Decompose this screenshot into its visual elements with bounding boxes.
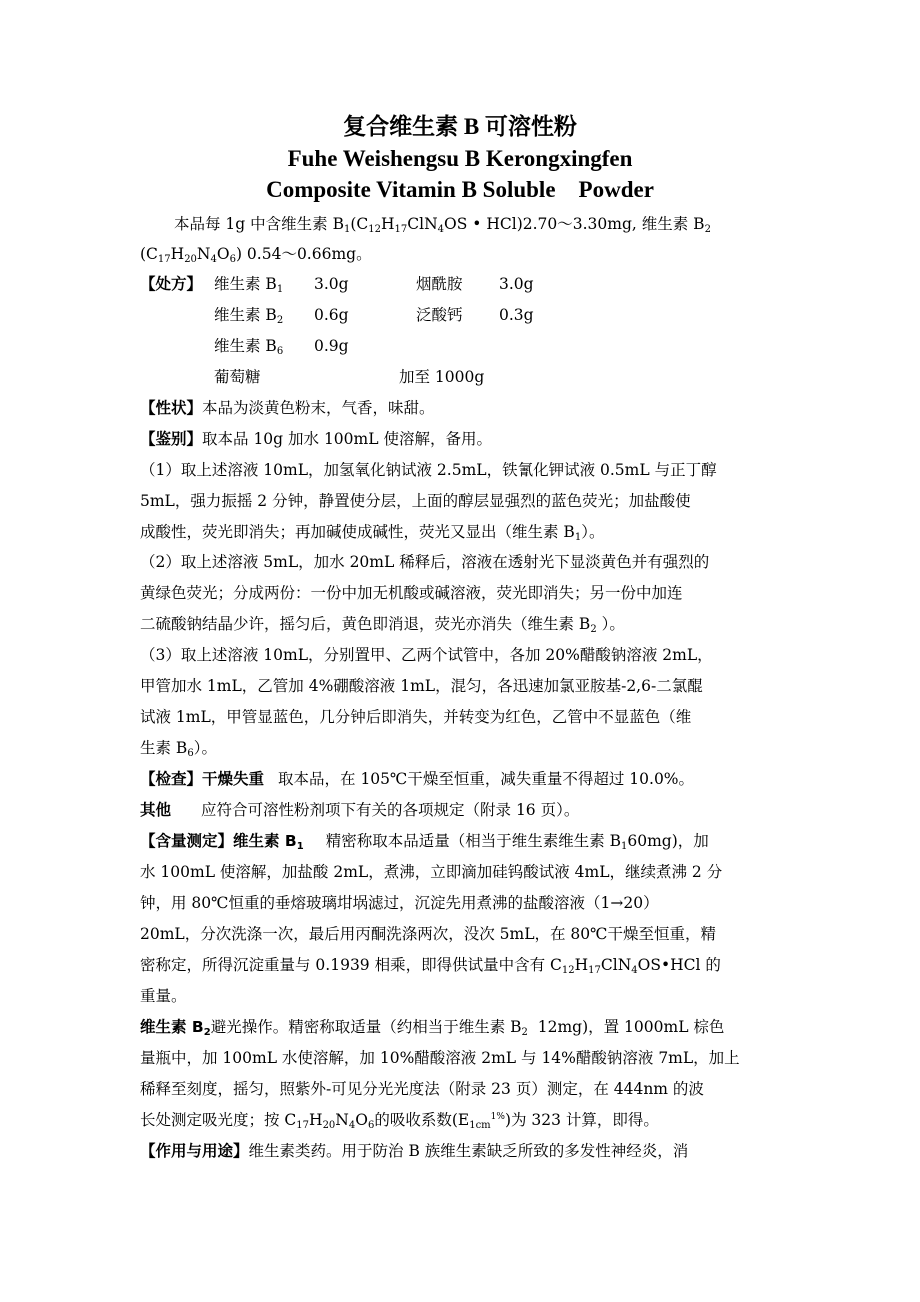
usage-line: 【作用与用途】维生素类药。用于防治 B 族维生素缺乏所致的多发性神经炎，消 <box>140 1142 689 1160</box>
assay-b2-l4: 长处测定吸光度；按 $C_{17}H_{20}N_4O_6$的吸收系数$(E_{1cm}^{1\%})$为 323 计算，即得。 <box>140 1111 659 1131</box>
character-line: 【性状】本品为淡黄色粉末，气香，味甜。 <box>140 399 435 417</box>
title-chinese: 复合维生素 B 可溶性粉 <box>343 114 577 139</box>
formula-b1-amount: 3.0g <box>314 275 349 293</box>
ident-p3-l4: 生素 $B_6$）。 <box>140 739 217 759</box>
ident-p1-l1: （1）取上述溶液 10mL，加氢氧化钠试液 2.5mL，铁氰化钾试液 0.5mL 与正丁醇 <box>140 461 717 479</box>
formula-b1: 维生素 $B_1$ <box>214 275 284 295</box>
assay-b1-l6: 重量。 <box>140 987 187 1005</box>
ident-p2-l3: 二硫酸钠结晶少许，摇匀后，黄色即消退，荧光亦消失（维生素 $B_2$ ）。 <box>140 615 625 635</box>
formula-glucose: 葡萄糖 <box>214 368 261 386</box>
identification-label: 【鉴别】 <box>140 430 203 448</box>
intro-line-1: 本品每 1g 中含维生素 $B_1(C_{12}H_{17}ClN_4OS$ • HCl)2.70～3.30mg, 维生素 $B_2$ <box>174 215 711 235</box>
ident-p1-l3: 成酸性，荧光即消失；再加碱使成碱性，荧光又显出（维生素 $B_1$）。 <box>140 523 605 543</box>
formula-b6-amount: 0.9g <box>314 337 349 355</box>
inspection-other-line: 其他 应符合可溶性粉剂项下有关的各项规定（附录 16 页）。 <box>140 801 580 819</box>
assay-b2-l1: 维生素 $B_2$避光操作。精密称取适量（约相当于维生素 $B_2$ 12mg)，置 1000mL 棕色 <box>140 1018 725 1038</box>
formula-label: 【处方】 <box>140 275 203 293</box>
formula-pantothenate-amount: 0.3g <box>499 306 534 324</box>
character-label: 【性状】 <box>140 399 203 417</box>
intro-line-2: $(C_{17}H_{20}N_4O_6)$ 0.54～0.66mg。 <box>140 245 372 265</box>
usage-label: 【作用与用途】 <box>140 1142 249 1160</box>
inspection-line: 【检查】干燥失重 取本品，在 105℃干燥至恒重，减失重量不得超过 10.0%。 <box>140 770 695 788</box>
assay-label: 【含量测定】维生素 $B_1$ <box>140 832 304 852</box>
ident-p2-l1: （2）取上述溶液 5mL，加水 20mL 稀释后，溶液在透射光下显淡黄色并有强烈的 <box>140 553 710 571</box>
assay-b1-l5: 密称定，所得沉淀重量与 0.1939 相乘，即得供试量中含有 $C_{12}H_{17}ClN_4OS•HCl$ 的 <box>140 956 721 976</box>
formula-niacinamide: 烟酰胺 <box>416 275 463 293</box>
ident-p2-l2: 黄绿色荧光；分成两份：一份中加无机酸或碱溶液，荧光即消失；另一份中加连 <box>140 584 683 602</box>
formula-niacinamide-amount: 3.0g <box>499 275 534 293</box>
formula-pantothenate: 泛酸钙 <box>416 306 463 324</box>
assay-b2-l3: 稀释至刻度，摇匀，照紫外-可见分光光度法（附录 23 页）测定，在 444nm 的波 <box>140 1080 704 1098</box>
formula-b2-amount: 0.6g <box>314 306 349 324</box>
ident-p1-l2: 5mL，强力振摇 2 分钟，静置使分层，上面的醇层显强烈的蓝色荧光；加盐酸使 <box>140 492 691 510</box>
assay-b1-l3: 钟，用 80℃恒重的垂熔玻璃坩埚滤过，沉淀先用煮沸的盐酸溶液（1→20） <box>140 894 659 912</box>
assay-b1-l2: 水 100mL 使溶解，加盐酸 2mL，煮沸，立即滴加硅钨酸试液 4mL，继续煮沸 2 分 <box>140 863 723 881</box>
ident-p3-l1: （3）取上述溶液 10mL，分别置甲、乙两个试管中，各加 20%醋酸钠溶液 2mL， <box>140 646 713 664</box>
inspection-other-label: 其他 <box>140 801 172 819</box>
inspection-label: 【检查】干燥失重 <box>140 770 265 788</box>
identification-line: 【鉴别】取本品 10g 加水 100mL 使溶解，备用。 <box>140 430 492 448</box>
formula-glucose-amount: 加至 1000g <box>399 368 485 386</box>
title-pinyin: Fuhe Weishengsu B Kerongxingfen <box>287 146 633 171</box>
assay-b1-l1: 【含量测定】维生素 $B_1$ 精密称取本品适量（相当于维生素维生素 $B_160mg$)，加 <box>140 832 709 852</box>
assay-b2-label: 维生素 $B_2$ <box>140 1018 211 1038</box>
ident-p3-l2: 甲管加水 1mL，乙管加 4%硼酸溶液 1mL，混匀，各迅速加氯亚胺基-2,6-二氯醌 <box>140 677 703 695</box>
assay-b2-l2: 量瓶中，加 100mL 水使溶解，加 10%醋酸溶液 2mL 与 14%醋酸钠溶液 7mL，加上 <box>140 1049 740 1067</box>
formula-b2: 维生素 $B_2$ <box>214 306 284 326</box>
assay-b1-l4: 20mL，分次洗涤一次，最后用丙酮洗涤两次，没次 5mL，在 80℃干燥至恒重，精 <box>140 925 716 943</box>
title-english: Composite Vitamin B Soluble Powder <box>266 177 654 202</box>
formula-b6: 维生素 $B_6$ <box>214 337 284 357</box>
ident-p3-l3: 试液 1mL，甲管显蓝色，几分钟后即消失，并转变为红色，乙管中不显蓝色（维 <box>140 708 692 726</box>
